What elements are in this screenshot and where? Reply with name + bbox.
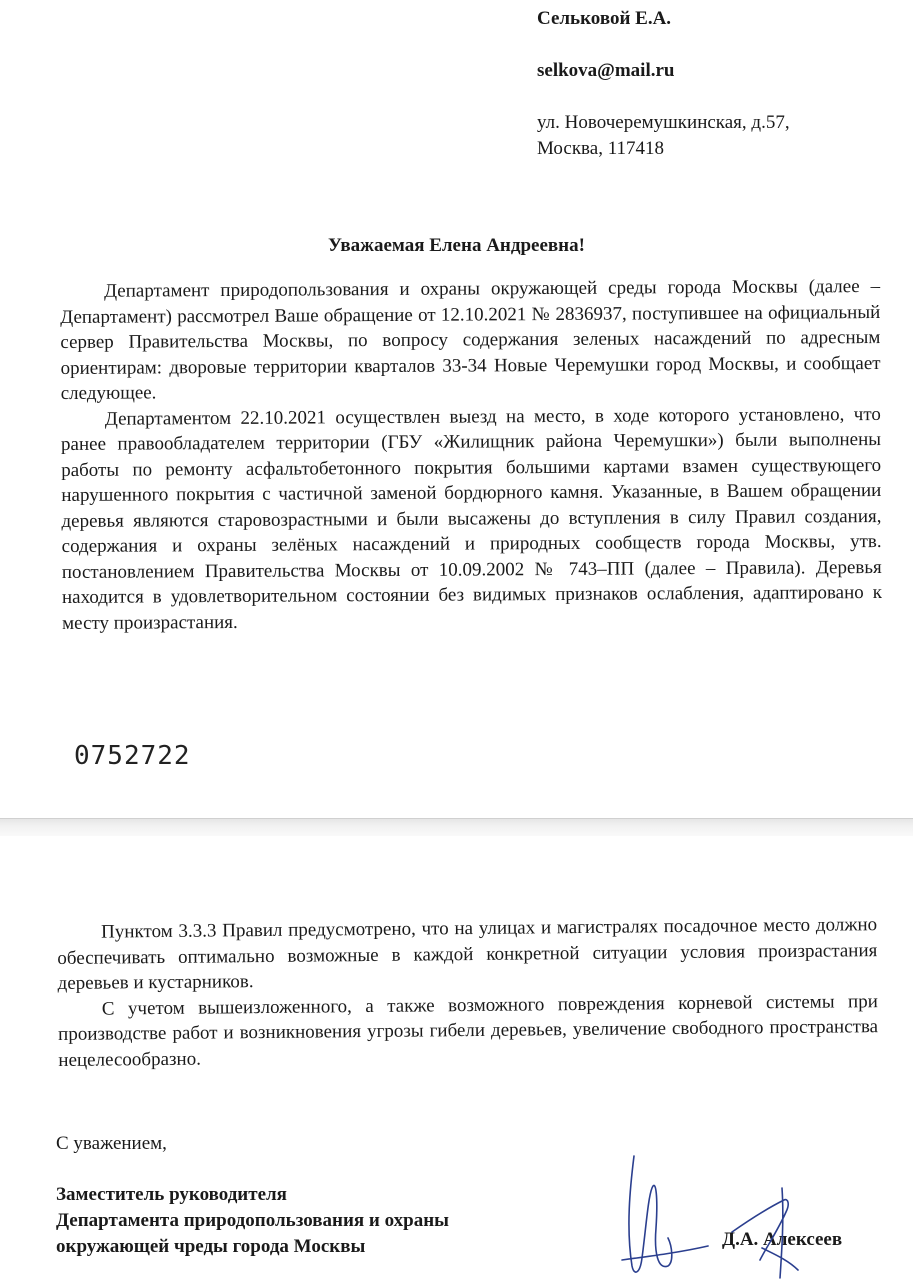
body-paragraph: Департаментом 22.10.2021 осуществлен выезд на место, в ходе которого установлено, что ранее правообладателем территории (ГБУ «Жилищник района Черемушки») были выполнены работы по ремонту асфальтобетонного покрытия большими картами взамен существующего нарушенного покрытия с частичной заменой бордюрного камня. Указанные, в Вашем обращении деревья являются старовозрастными и были высажены до вступления в силу Правил создания, содержания и охраны зелёных насаждений и природных сообществ города Москвы, утв. постановлением Правительства Москвы от 10.09.2002 № 743–ПП (далее – Правила). Деревья находится в удовлетворительном состоянии без видимых признаков ослабления, адаптировано к месту произрастания.	[60, 403, 882, 634]
letter-body-page2	[57, 912, 878, 1073]
recipient-email: selkova@mail.ru	[537, 60, 675, 81]
recipient-address-line1: ул. Новочеремушкинская, д.57,	[537, 112, 790, 133]
salutation: Уважаемая Елена Андреевна!	[328, 235, 585, 256]
registration-number: 0752722	[74, 741, 191, 771]
signer-title-line3: окружающей чреды города Москвы	[56, 1236, 366, 1257]
signer-title-line2: Департамента природопользования и охраны	[56, 1210, 450, 1231]
body-paragraph: С учетом вышеизложенного, а также возможного повреждения корневой системы при производстве работ и возникновения угрозы гибели деревьев, увеличение свободного пространства нецелесообразно.	[57, 990, 879, 1071]
recipient-address-line2: Москва, 117418	[537, 138, 665, 159]
body-paragraph: Департамент природопользования и охраны окружающей среды города Москвы (далее – Департамент) рассмотрел Ваше обращение от 12.10.2021 № 2836937, поступившее на официальный сервер Правительства Москвы, по вопросу содержания зеленых насаждений по адресным ориентирам: дворовые территории кварталов 33-34 Новые Черемушки город Москвы, и сообщает следующее.	[60, 275, 881, 404]
page-separator	[0, 818, 913, 837]
signer-title	[56, 1182, 449, 1260]
handwritten-signature	[612, 1148, 822, 1280]
recipient-address	[537, 110, 790, 162]
signer-title-line1: Заместитель руководителя	[56, 1184, 287, 1205]
letter-body-page1	[60, 274, 882, 636]
recipient-name: Сельковой Е.А.	[537, 8, 672, 29]
signer-name: Д.А. Алексеев	[722, 1229, 843, 1250]
body-paragraph: Пунктом 3.3.3 Правил предусмотрено, что на улицах и магистралях посадочное место должно обеспечивать оптимально возможные в каждой конкретной ситуации условия произрастания деревьев и кустарников.	[57, 914, 878, 994]
closing-phrase: С уважением,	[56, 1133, 167, 1154]
